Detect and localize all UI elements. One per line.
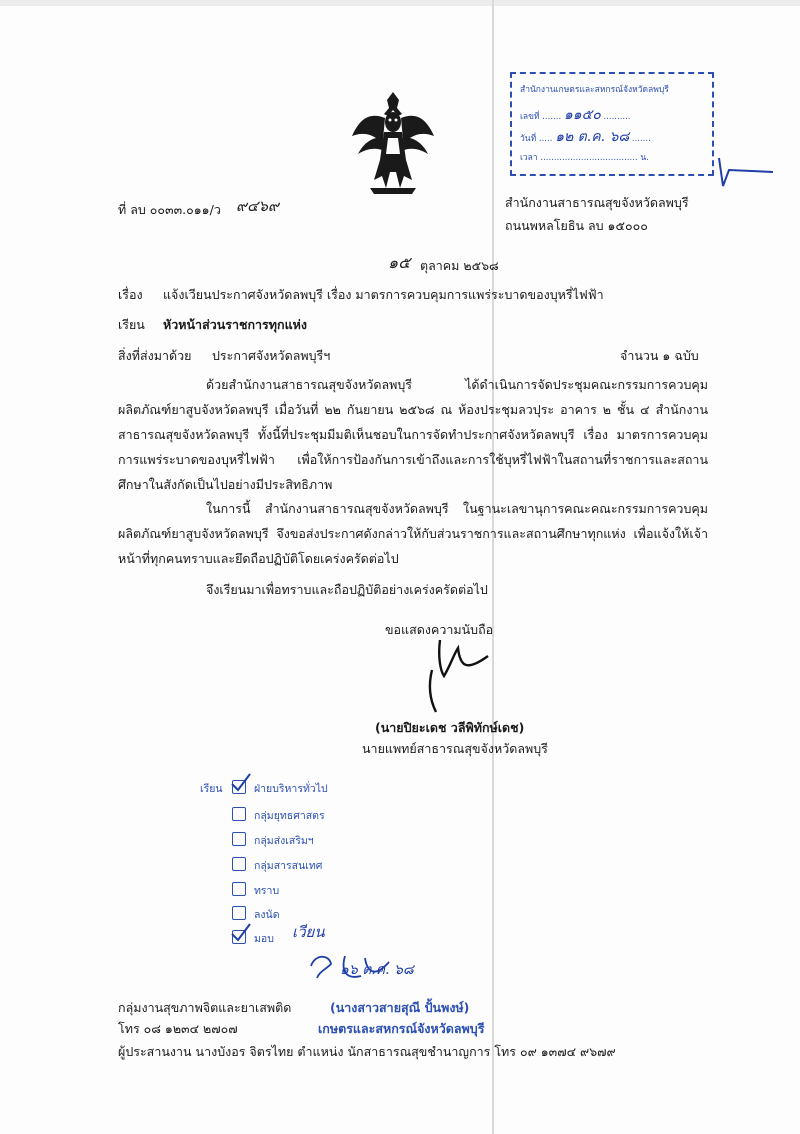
routing-item-5: ทราบ [254,885,280,897]
check-mark-icon [228,922,252,944]
routing-item-4: กลุ่มสารสนเทศ [254,860,323,872]
garuda-emblem-icon [350,88,436,196]
enclosure-label: สิ่งที่ส่งมาด้วย [118,348,192,363]
stamp-org: สำนักงานเกษตรและสหกรณ์จังหวัดลพบุรี [520,85,669,95]
routing-assign-handwritten: เวียน [292,923,325,941]
agri-name: (นางสาวสายสุณี ปั้นพงษ์) [330,1000,470,1015]
scan-edge [0,0,800,6]
routing-label: เรียน [200,783,223,795]
check-mark-icon [228,772,252,794]
office-address: ถนนพหลโยธิน ลบ ๑๕๐๐๐ [505,218,648,233]
subject-text: แจ้งเวียนประกาศจังหวัดลพบุรี เรื่อง มาตรการควบคุมการแพร่ระบาดของบุหรี่ไฟฟ้า [163,287,604,302]
stamp-date-label: วันที่ [520,134,537,144]
enclosure-count: จำนวน ๑ ฉบับ [620,348,699,363]
office-name: สำนักงานสาธารณสุขจังหวัดลพบุรี [505,195,689,210]
routing-item-3: กลุ่มส่งเสริมฯ [254,835,314,847]
to-text: หัวหน้าส่วนราชการทุกแห่ง [163,317,307,332]
to-label: เรียน [118,317,145,332]
closing-regards: ขอแสดงความนับถือ [385,622,494,637]
routing-item-2: กลุ่มยุทธศาสตร [254,810,325,822]
routing-checkbox-4 [232,857,246,871]
stamp-no-value: ๑๑๕๐ [563,107,601,123]
doc-number-handwritten: ๙๔๖๙ [236,197,279,215]
routing-item-1: ฝ่ายบริหารทั่วไป [254,783,328,795]
signer-title: นายแพทย์สาธารณสุขจังหวัดลพบุรี [362,741,548,756]
footer-coordinator: ผู้ประสานงาน นางบังอร จิตรไทย ตำแหน่ง นักสาธารณสุขชำนาญการ โทร ๐๙ ๑๓๗๔ ๙๖๗๙ [118,1044,616,1059]
routing-checkbox-3 [232,832,246,846]
signer-name: (นายปิยะเดช วลีพิทักษ์เดช) [375,720,525,735]
footer-dept: กลุ่มงานสุขภาพจิตและยาเสพติด [118,1000,292,1015]
date-text: ตุลาคม ๒๕๖๘ [420,258,499,273]
routing-item-6: ลงนัด [254,909,280,921]
stamp-date-value: ๑๒ ต.ค. ๖๘ [555,129,630,145]
subject-label: เรื่อง [118,287,143,302]
body-paragraph-3: จึงเรียนมาเพื่อทราบและถือปฏิบัติอย่างเคร่งครัดต่อไป [206,582,488,597]
body-paragraph-1: ด้วยสำนักงานสาธารณสุขจังหวัดลพบุรี ได้ดำเนินการจัดประชุมคณะกรรมการควบคุมผลิตภัณฑ์ยาสูบจังหวัดลพบุรี เมื่อวันที่ ๒๒ กันยายน ๒๕๖๘ ณ ห้องประชุมลวปุระ อาคาร ๒ ชั้น ๔ สำนักงานสาธารณสุขจังหวัดลพบุรี ทั้งนี้ที่ประชุมมีมติเห็นชอบในการจัดทำประกาศจังหวัดลพบุรี เรื่อง มาตรการควบคุมการแพร่ระบาดของบุหรี่ไฟฟ้า เพื่อให้การป้องกันการเข้าถึงและการใช้บุหรี่ไฟฟ้าในสถานที่ราชการและสถานศึกษาในสังกัดเป็นไปอย่างมีประสิทธิภาพ [118,377,708,492]
routing-item-7: มอบ [254,933,274,945]
routing-date-handwritten: ๑๖ ต.ค. ๖๘ [340,962,414,978]
margin-mark [715,150,777,192]
routing-checkbox-5 [232,882,246,896]
enclosure-text: ประกาศจังหวัดลพบุรีฯ [212,348,331,363]
director-signature [410,636,500,716]
agri-title: เกษตรและสหกรณ์จังหวัดลพบุรี [318,1021,485,1036]
routing-checkbox-6 [232,906,246,920]
body-paragraph-2: ในการนี้ สำนักงานสาธารณสุขจังหวัดลพบุรี ในฐานะเลขานุการคณะคณะกรรมการควบคุมผลิตภัณฑ์ยาสูบจังหวัดลพบุรี จึงขอส่งประกาศดังกล่าวให้กับส่วนราชการและสถานศึกษาทุกแห่ง เพื่อแจ้งให้เจ้าหน้าที่ทุกคนทราบและยึดถือปฏิบัติโดยเคร่งครัดต่อไป [118,501,708,566]
footer-phone: โทร ๐๘ ๑๒๓๔ ๒๗๐๗ [118,1021,238,1036]
date-day-handwritten: ๑๕ [388,253,411,272]
stamp-time-suffix: น. [640,153,649,163]
stamp-no-label: เลขที่ [520,112,540,122]
receiving-stamp: สำนักงานเกษตรและสหกรณ์จังหวัดลพบุรี เลขที่ ....... ๑๑๕๐ .......... วันที่ ..... ๑๒ ต.ค. ๖๘ ....... เวลา .................................... น. [510,72,714,176]
doc-number: ที่ ลบ ๐๐๓๓.๐๑๑/ว [118,202,221,217]
routing-checkbox-2 [232,807,246,821]
stamp-time-label: เวลา [520,153,538,163]
